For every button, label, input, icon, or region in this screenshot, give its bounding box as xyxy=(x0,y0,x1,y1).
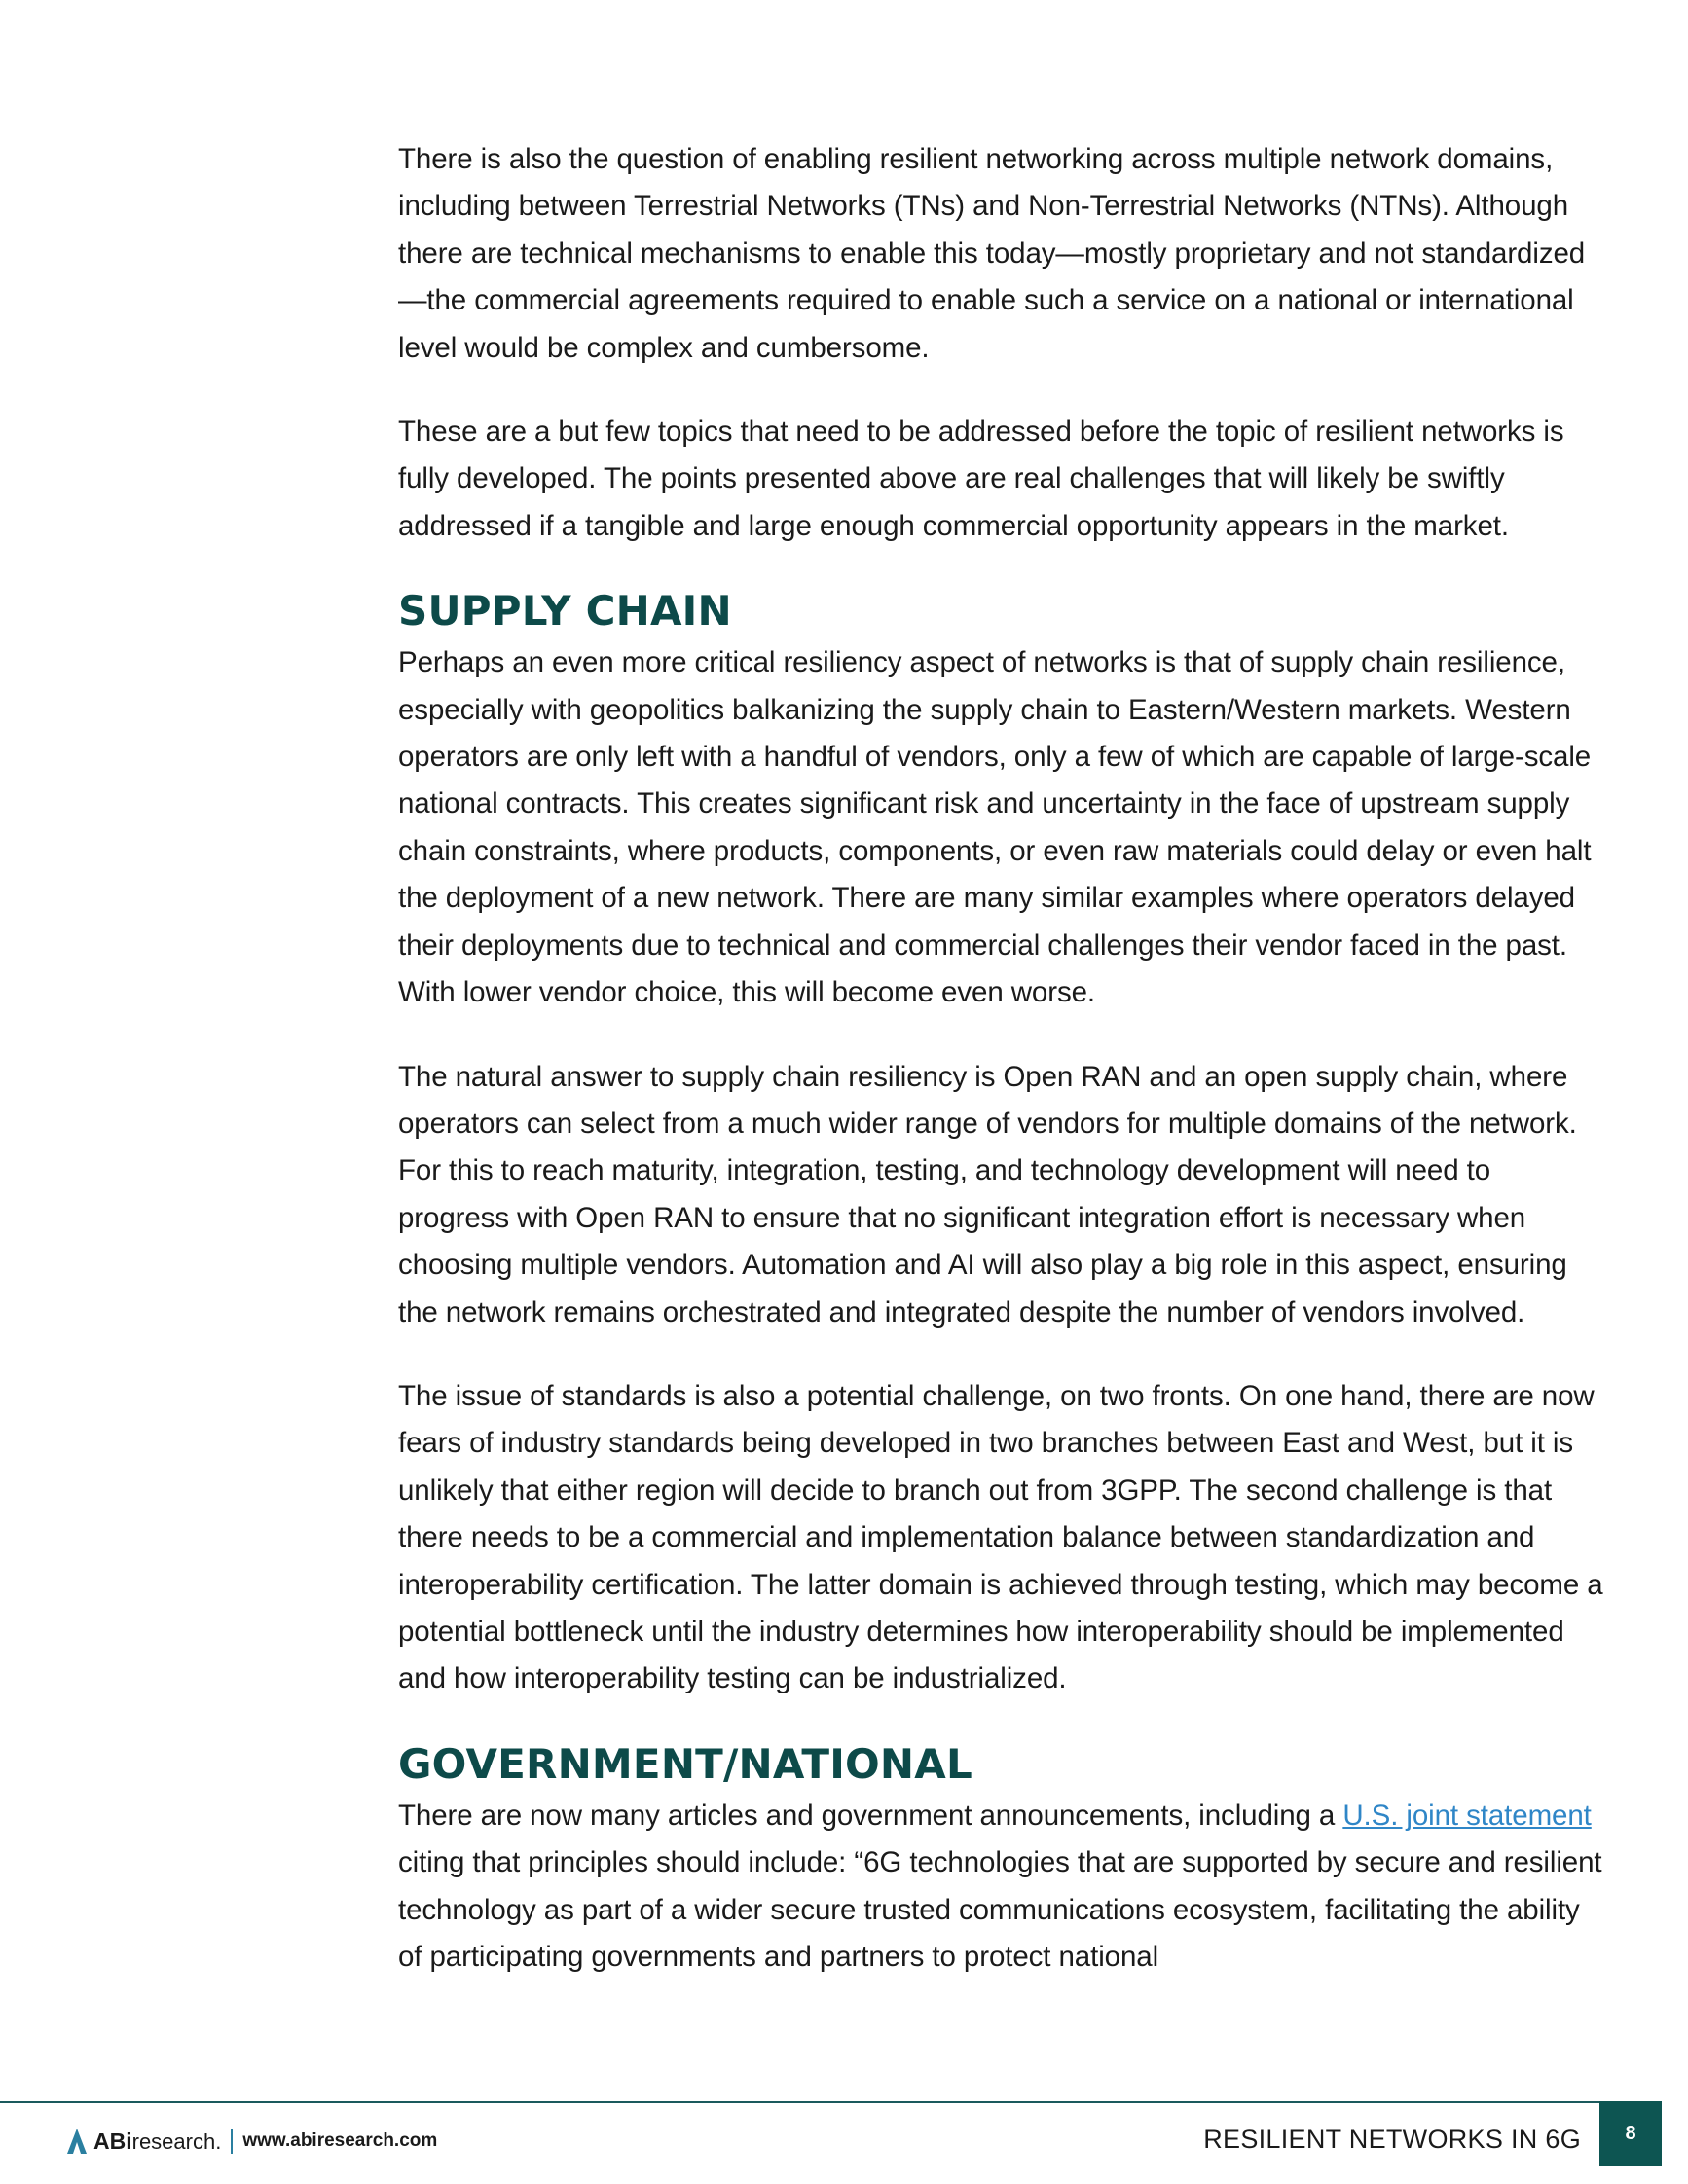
supply-chain-paragraph-3: The issue of standards is also a potential challenge, on two fronts. On one hand, there are now fears of industry standards being developed in two branches between East and West, but it is unlikely that either region will decide to branch out from 3GPP. The second challenge is that there needs to be a commercial and implementation balance between standardization and interoperability certification. The latter domain is achieved through testing, which may become a potential bottleneck until the industry determines how interoperability should be implemented and how interoperability testing can be industrialized. xyxy=(398,1379,1603,1695)
supply-chain-paragraph-2: The natural answer to supply chain resiliency is Open RAN and an open supply chain, where operators can select from a much wider range of vendors for multiple domains of the network. For this to reach maturity, integration, testing, and technology development will need to progress with Open RAN to ensure that no significant integration effort is necessary when choosing multiple vendors. Automation and AI will also play a big role in this aspect, ensuring the network remains orchestrated and integrated despite the number of vendors involved. xyxy=(398,1060,1577,1329)
government-paragraph xyxy=(398,1793,1605,1982)
abi-logo-mark-icon xyxy=(66,2128,88,2155)
footer-report-title: RESILIENT NETWORKS IN 6G xyxy=(1203,2125,1581,2154)
supply-chain-heading: SUPPLY CHAIN xyxy=(398,587,732,636)
logo-wordmark-light: research. xyxy=(131,2129,222,2154)
supply-chain-paragraph-1: Perhaps an even more critical resiliency aspect of networks is that of supply chain resilience, especially with geopolitics balkanizing the supply chain to Eastern/Western markets. Western operators are only left with a handful of vendors, only a few of which are capable of large-scale national contracts. This creates significant risk and uncertainty in the face of upstream supply chain constraints, where products, components, or even raw materials could delay or even halt the deployment of a new network. There are many similar examples where operators delayed their deployments due to technical and commercial challenges their vendor faced in the past. With lower vendor choice, this will become even worse. xyxy=(398,646,1592,1009)
intro-paragraph-1: There is also the question of enabling resilient networking across multiple network domains, including between Terrestrial Networks (TNs) and Non-Terrestrial Networks (NTNs). Although there are technical mechanisms to enable this today—mostly proprietary and not standardized—the commercial agreements required to enable such a service on a national or international level would be complex and cumbersome. xyxy=(398,143,1586,364)
logo-wordmark-bold: ABi xyxy=(93,2128,132,2154)
government-text-before-link: There are now many articles and government announcements, including a xyxy=(398,1799,1343,1832)
page-number-badge: 8 xyxy=(1599,2101,1662,2166)
intro-paragraph-2: These are a but few topics that need to be addressed before the topic of resilient networks is fully developed. The points presented above are real challenges that will likely be swiftly addressed if a tangible and large enough commercial opportunity appears in the market. xyxy=(398,416,1564,542)
footer-divider xyxy=(0,2101,1662,2103)
government-text-after-link: citing that principles should include: “6G technologies that are supported by secure and resilient technology as part of a wider secure trusted communications ecosystem, facilitating the ability of participating governments and partners to protect national xyxy=(398,1846,1602,1973)
logo-separator xyxy=(231,2129,233,2154)
document-body xyxy=(398,136,1605,2018)
us-joint-statement-link[interactable]: U.S. joint statement xyxy=(1342,1799,1592,1832)
footer-website-url[interactable]: www.abiresearch.com xyxy=(242,2130,438,2151)
logo-wordmark xyxy=(93,2129,221,2155)
government-heading: GOVERNMENT/NATIONAL xyxy=(398,1739,972,1788)
abi-research-logo xyxy=(66,2122,437,2161)
